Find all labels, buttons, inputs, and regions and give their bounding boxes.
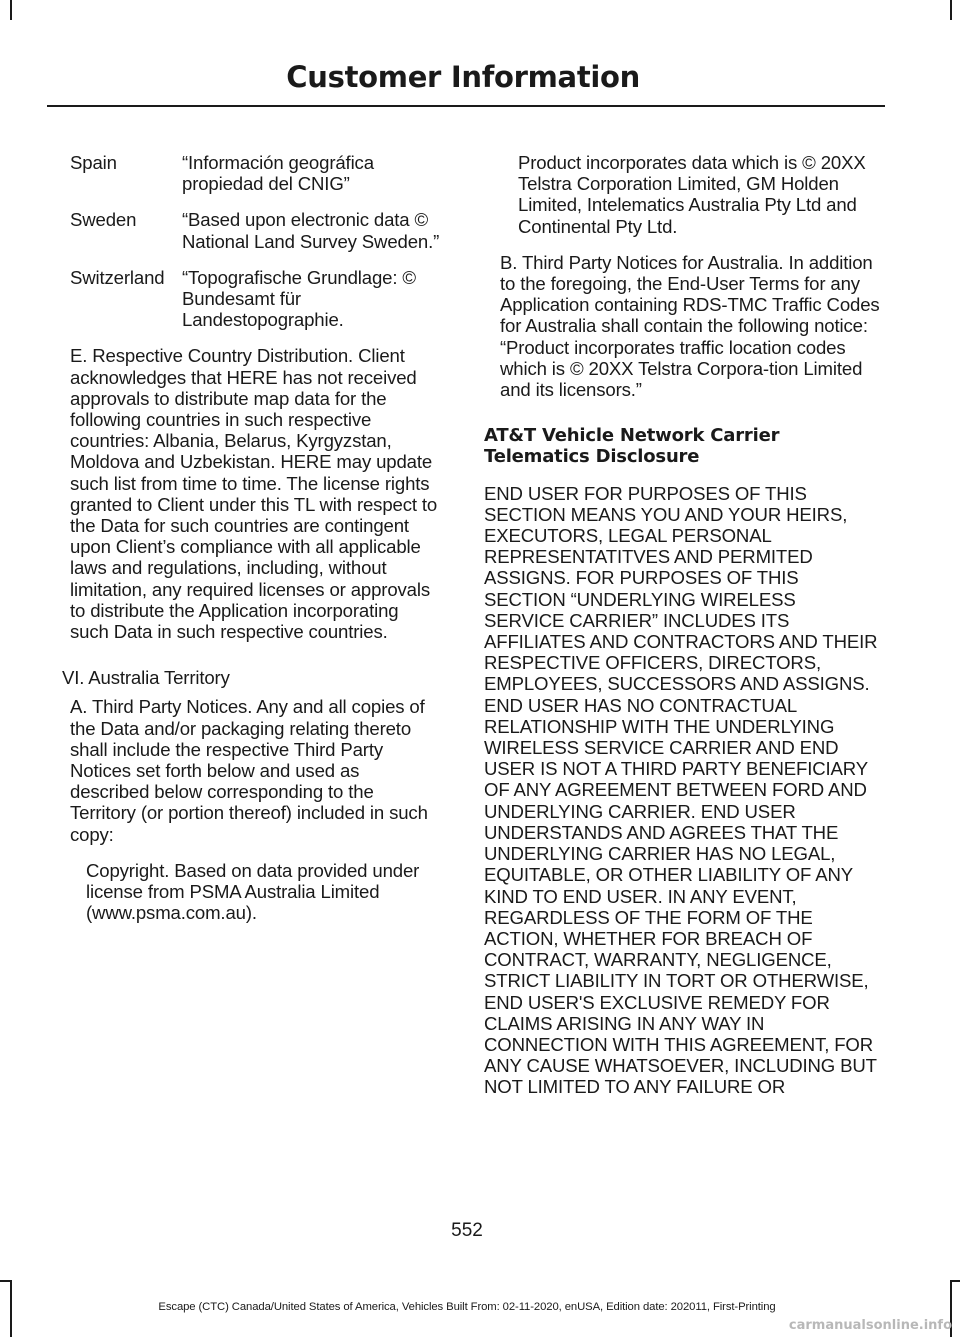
crop-mark-bottom-right-h [952,1280,960,1282]
country-row-sweden [70,209,442,251]
section-e-paragraph: E. Respective Country Distribution. Client acknowledges that HERE has not received approvals to distribute map data for the following countries in such respective countries: Albania, Belarus, Kyrgyzstan, Moldova and Uzbekistan. HERE may update such list from time to time. The license rights granted to Client under this TL with respect to the Data for such countries are contingent upon Client’s compliance with all applicable laws and regulations, including, without limitation, any required licenses or approvals to distribute the Application incorporating such Data in such respective countries. [70,345,438,643]
page-number: 552 [451,1220,483,1241]
right-column [484,152,880,1113]
country-row-switzerland [70,267,442,331]
left-column [62,152,442,939]
country-notice: “Información geográfica propiedad del CNIG” [182,152,374,195]
telstra-notice: Product incorporates data which is © 20XX Telstra Corporation Limited, GM Holden Limited, Intelematics Australia Pty Ltd and Continental Pty Ltd. [518,152,866,237]
country-notice: “Based upon electronic data © National Land Survey Sweden.” [182,209,440,252]
header-divider [47,105,885,107]
copyright-notice: Copyright. Based on data provided under license from PSMA Australia Limited (www.psma.com.au). [86,859,420,924]
section-vi-heading: VI. Australia Territory [62,667,230,689]
crop-mark-top-right [950,0,952,20]
section-heading: AT&T Vehicle Network Carrier Telematics Disclosure [484,425,780,468]
country-name: Switzerland [70,266,165,288]
disclosure-paragraph: END USER FOR PURPOSES OF THIS SECTION MEANS YOU AND YOUR HEIRS, EXECUTORS, LEGAL PERSONAL REPRESENTATITVES AND PERMITED ASSIGNS. FOR PURPOSES OF THIS SECTION “UNDERLYING WIRELESS SERVICE CARRIER” INCLUDES ITS AFFILIATES AND CONTRACTORS AND THEIR RESPECTIVE OFFICERS, DIRECTORS, EMPLOYEES, SUCCESSORS AND ASSIGNS. END USER HAS NO CONTRACTUAL RELATIONSHIP WITH THE UNDERLYING WIRELESS SERVICE CARRIER AND END USER IS NOT A THIRD PARTY BENEFICIARY OF ANY AGREEMENT BETWEEN FORD AND UNDERLYING CARRIER. END USER UNDERSTANDS AND AGREES THAT THE UNDERLYING CARRIER HAS NO LEGAL, EQUITABLE, OR OTHER LIABILITY OF ANY KIND TO END USER. IN ANY EVENT, REGARDLESS OF THE FORM OF THE ACTION, WHETHER FOR BREACH OF CONTRACT, WARRANTY, NEGLIGENCE, STRICT LIABILITY IN TORT OR OTHERWISE, END USER'S EXCLUSIVE REMEDY FOR CLAIMS ARISING IN ANY WAY IN CONNECTION WITH THIS AGREEMENT, FOR ANY CAUSE WHATSOEVER, INCLUDING BUT NOT LIMITED TO ANY FAILURE OR [484,482,878,1098]
crop-mark-top-left [10,0,12,20]
page-title: Customer Information [286,60,640,94]
country-name: Sweden [70,209,137,231]
country-row-spain [70,152,442,194]
country-name: Spain [70,152,117,173]
crop-mark-bottom-left-h [0,1280,10,1282]
section-b-paragraph: B. Third Party Notices for Australia. In addition to the foregoing, the End-User Terms for any Application containing RDS-TMC Traffic Codes for Australia shall contain the following notice: “Product incorporates traffic location codes which is © 20XX Telstra Corpora-tion Limited and its licensors.” [500,251,880,401]
footer-text: Escape (CTC) Canada/United States of America, Vehicles Built From: 02-11-2020, enUSA, Edition date: 202011, First-Printing [158,1301,776,1313]
watermark: carmanualsonline.info [788,1318,952,1333]
country-notice: “Topografische Grundlage: © Bundesamt für Landestopographie. [182,266,416,331]
section-a-paragraph: A. Third Party Notices. Any and all copies of the Data and/or packaging relating thereto shall include the respective Third Party Notices set forth below and used as described below corresponding to the Territory (or portion thereof) included in such copy: [70,696,428,845]
